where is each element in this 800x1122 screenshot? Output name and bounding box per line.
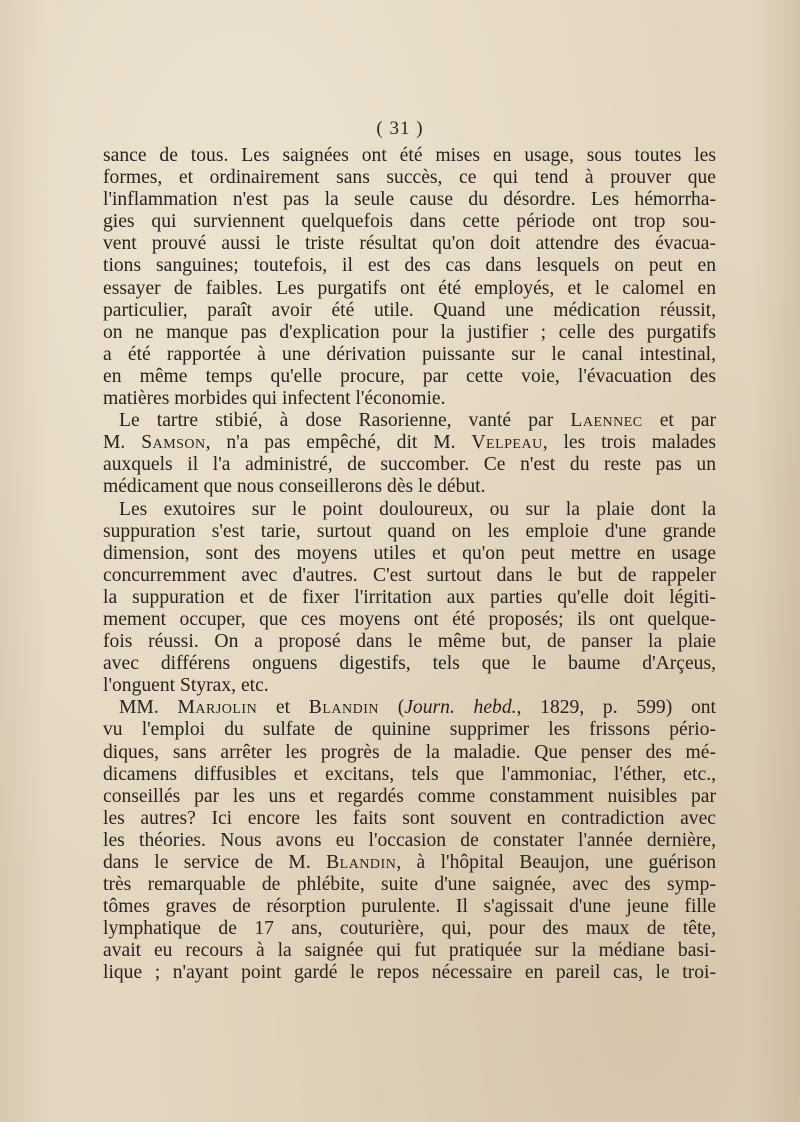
text-line: sance de tous. Les saignées ont été mises en usage, sous toutes les	[103, 145, 716, 166]
text-line: Le tartre stibié, à dose Rasorienne, vanté par Laennec et par	[119, 410, 716, 432]
text-line: en même temps qu'elle procure, par cette voie, l'évacuation des	[103, 365, 716, 387]
text-line: formes, et ordinairement sans succès, ce qui tend à prouver que	[103, 167, 716, 189]
text-line: matières morbides qui infectent l'économie.	[103, 388, 446, 410]
text-line: les théories. Nous avons eu l'occasion de constater l'année dernière,	[103, 829, 716, 851]
paragraph-4	[103, 697, 716, 984]
text-line: l'onguent Styrax, etc.	[103, 675, 269, 697]
text-line: l'inflammation n'est pas la seule cause du désordre. Les hémorrha-	[103, 189, 716, 211]
text-line: particulier, paraît avoir été utile. Quand une médication réussit,	[103, 299, 716, 321]
paragraph-1	[103, 145, 716, 410]
text-line: conseillés par les uns et regardés comme constamment nuisibles par	[103, 785, 716, 807]
text-line: concurremment avec d'autres. C'est surtout dans le but de rappeler	[103, 564, 716, 586]
body-text	[103, 145, 716, 985]
text-line: dans le service de M. Blandin, à l'hôpital Beaujon, une guérison	[103, 852, 716, 873]
text-line: gies qui surviennent quelquefois dans cette période ont trop sou-	[103, 211, 716, 233]
text-line: dimension, sont des moyens utiles et qu'on peut mettre en usage	[103, 542, 716, 564]
text-line: avait eu recours à la saignée qui fut pratiquée sur la médiane basi-	[103, 940, 716, 962]
text-line: avec différens onguens digestifs, tels que le baume d'Arçeus,	[103, 653, 716, 675]
text-line: très remarquable de phlébite, suite d'une saignée, avec des symp-	[103, 874, 716, 896]
text-line: essayer de faibles. Les purgatifs ont été employés, et le calomel en	[103, 277, 716, 299]
text-line: lymphatique de 17 ans, couturière, qui, pour des maux de tête,	[103, 918, 716, 940]
text-line: tions sanguines; toutefois, il est des cas dans lesquels on peut en	[103, 255, 716, 277]
text-line: fois réussi. On a proposé dans le même but, de panser la plaie	[103, 631, 716, 653]
text-line: vent prouvé aussi le triste résultat qu'on doit attendre des évacua-	[103, 233, 716, 255]
paragraph-2	[103, 410, 716, 498]
text-line: diques, sans arrêter les progrès de la maladie. Que penser des mé-	[103, 741, 716, 763]
text-line: dicamens diffusibles et excitans, tels que l'ammoniac, l'éther, etc.,	[103, 763, 716, 785]
text-line: les autres? Ici encore les faits sont souvent en contradiction avec	[103, 807, 716, 829]
text-line: la suppuration et de fixer l'irritation aux parties qu'elle doit légiti-	[103, 586, 716, 608]
text-line: Les exutoires sur le point douloureux, ou sur la plaie dont la	[119, 498, 716, 520]
paragraph-3	[103, 499, 716, 698]
text-line: on ne manque pas d'explication pour la justifier ; celle des purgatifs	[103, 321, 716, 343]
text-line: médicament que nous conseillerons dès le début.	[103, 476, 486, 498]
text-line: M. Samson, n'a pas empêché, dit M. Velpeau, les trois malades	[103, 432, 716, 454]
page-number: ( 31 )	[376, 118, 424, 139]
text-line: tômes graves de résorption purulente. Il s'agissait d'une jeune fille	[103, 896, 716, 918]
text-line: lique ; n'ayant point gardé le repos nécessaire en pareil cas, le troi-	[103, 962, 716, 984]
text-line: a été rapportée à une dérivation puissante sur le canal intestinal,	[103, 343, 716, 365]
text-line: mement occuper, que ces moyens ont été proposés; ils ont quelque-	[103, 608, 716, 630]
text-line: auxquels il l'a administré, de succomber. Ce n'est du reste pas un	[103, 454, 716, 476]
text-line: MM. Marjolin et Blandin (Journ. hebd., 1829, p. 599) ont	[119, 697, 716, 719]
text-line: vu l'emploi du sulfate de quinine supprimer les frissons pério-	[103, 719, 716, 741]
text-line: suppuration s'est tarie, surtout quand on les emploie d'une grande	[103, 520, 716, 542]
